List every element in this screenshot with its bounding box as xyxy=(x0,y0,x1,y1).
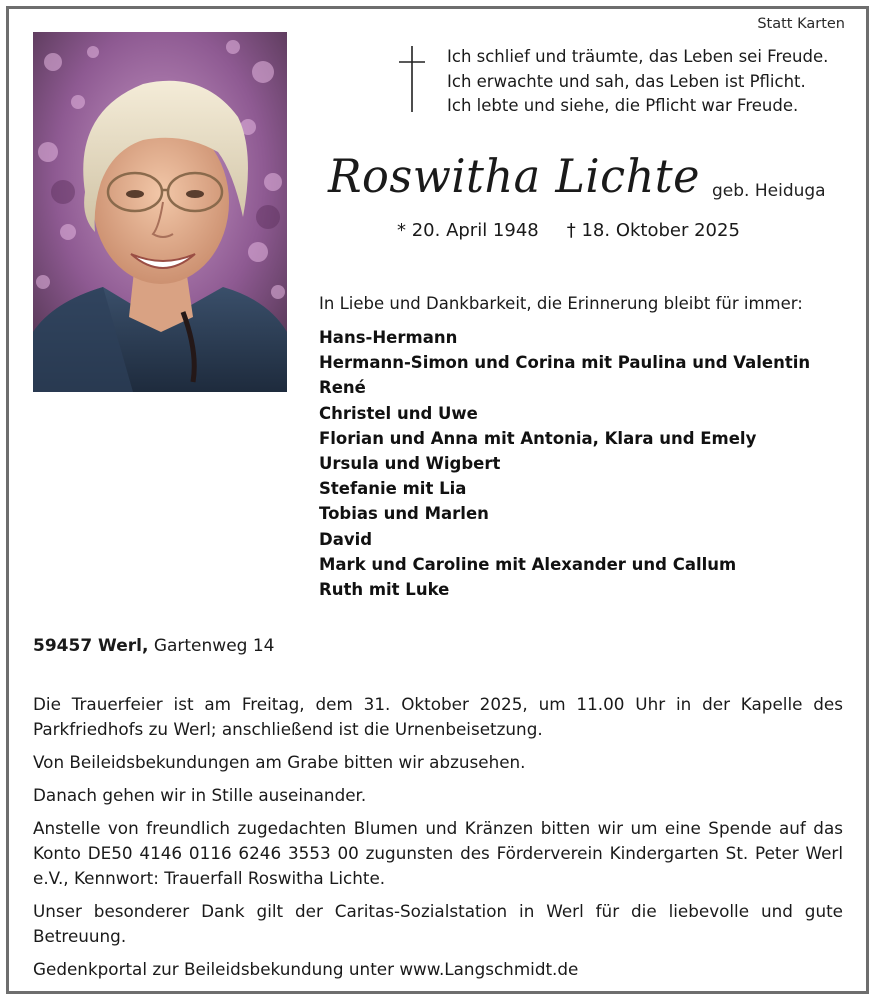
statt-karten-label: Statt Karten xyxy=(757,16,845,32)
death-date: † 18. Oktober 2025 xyxy=(566,220,740,241)
deceased-name xyxy=(326,140,706,210)
info-paragraph: Von Beileidsbekundungen am Grabe bitten wir abzusehen. xyxy=(33,752,526,772)
mourner: Tobias und Marlen xyxy=(319,504,489,524)
birth-name: geb. Heiduga xyxy=(712,181,826,201)
mourner: Ruth mit Luke xyxy=(319,580,450,600)
poem-line: Ich lebte und siehe, die Pflicht war Freude. xyxy=(447,96,799,115)
cross-icon xyxy=(399,46,425,112)
portrait-photo xyxy=(33,32,287,392)
mourner: Stefanie mit Lia xyxy=(319,479,467,499)
poem-line: Ich schlief und träumte, das Leben sei Freude. xyxy=(447,47,829,66)
mourner: Ursula und Wigbert xyxy=(319,454,501,474)
poem xyxy=(447,45,828,119)
birth-date: * 20. April 1948 xyxy=(397,220,539,241)
address-street: Gartenweg 14 xyxy=(153,636,275,656)
deceased-name-text: Roswitha Lichte xyxy=(327,149,700,203)
info-paragraph: Danach gehen wir in Stille auseinander. xyxy=(33,785,367,805)
mourner: Hermann-Simon und Corina mit Paulina und Valentin xyxy=(319,353,811,373)
mourner: Mark und Caroline mit Alexander und Callum xyxy=(319,554,737,574)
life-dates xyxy=(397,220,740,241)
info-paragraph: Unser besonderer Dank gilt der Caritas-Sozialstation in Werl für die liebevolle und gute Betreuung. xyxy=(33,901,843,946)
funeral-info xyxy=(33,692,843,990)
info-paragraph: Anstelle von freundlich zugedachten Blumen und Kränzen bitten wir um eine Spende auf das Konto DE50 4146 0116 6246 3553 00 zugunsten des Förderverein Kindergarten St. Peter Werl e.V., Kennwort: Trauerfall Roswitha Lichte. xyxy=(33,818,843,888)
address xyxy=(33,636,274,656)
mourners-intro: In Liebe und Dankbarkeit, die Erinnerung bleibt für immer: xyxy=(319,294,803,313)
mourner: Florian und Anna mit Antonia, Klara und Emely xyxy=(319,428,757,448)
info-paragraph: Gedenkportal zur Beileidsbekundung unter www.Langschmidt.de xyxy=(33,959,579,979)
address-city: 59457 Werl, xyxy=(33,636,149,656)
mourner: David xyxy=(319,529,373,549)
mourner: Christel und Uwe xyxy=(319,403,478,423)
mourner: Hans-Hermann xyxy=(319,328,458,347)
mourner: René xyxy=(319,378,366,398)
poem-line: Ich erwachte und sah, das Leben ist Pflicht. xyxy=(447,71,806,91)
mourners-list xyxy=(319,325,810,602)
info-paragraph: Die Trauerfeier ist am Freitag, dem 31. Oktober 2025, um 11.00 Uhr in der Kapelle des Parkfriedhofs zu Werl; anschließend ist die Urnenbeisetzung. xyxy=(33,694,843,739)
